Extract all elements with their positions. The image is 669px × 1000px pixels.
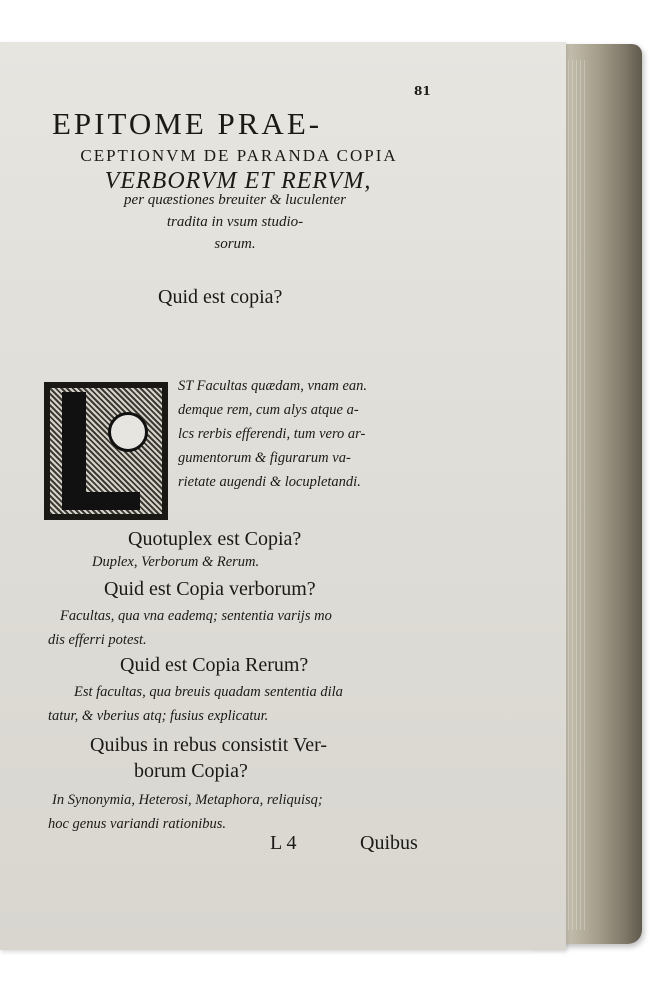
- answer-4-line-2: tatur, & vberius atq; fusius explicatur.: [48, 708, 269, 724]
- question-4: Quid est Copia Rerum?: [120, 654, 309, 676]
- answer-1-line-5: rietate augendi & locupletandi.: [178, 474, 361, 490]
- intro-line-3: sorum.: [214, 236, 256, 252]
- page-number: 81: [414, 84, 431, 98]
- page-subtitle-italic: VERBORVM ET RERVM,: [104, 168, 372, 194]
- answer-1-line-2: demque rem, cum alys atque a-: [178, 402, 359, 418]
- signature-mark: L 4: [270, 832, 297, 854]
- answer-1-line-1: ST Facultas quædam, vnam ean.: [178, 378, 368, 394]
- intro-line-2: tradita in vsum studio-: [166, 214, 304, 230]
- answer-1-line-3: lcs rerbis efferendi, tum vero ar-: [178, 426, 366, 442]
- book-page: [0, 42, 566, 950]
- woodcut-letter-e: [62, 392, 86, 510]
- answer-1-line-4: gumentorum & figurarum va-: [178, 450, 351, 466]
- question-1: Quid est copia?: [158, 286, 283, 308]
- question-2: Quotuplex est Copia?: [128, 528, 302, 550]
- question-3: Quid est Copia verborum?: [104, 578, 316, 600]
- answer-4-line-1: Est facultas, qua breuis quadam sententia dila: [74, 684, 343, 700]
- answer-2: Duplex, Verborum & Rerum.: [92, 554, 260, 570]
- answer-3-line-1: Facultas, qua vna eademq; sententia varijs mo: [60, 608, 332, 624]
- question-5-line-1: Quibus in rebus consistit Ver-: [90, 734, 327, 756]
- answer-3-line-2: dis efferri potest.: [48, 632, 147, 648]
- answer-5-line-1: In Synonymia, Heterosi, Metaphora, reliquisq;: [52, 792, 323, 808]
- intro-line-1: per quæstiones breuiter & luculenter: [124, 192, 346, 208]
- catchword: Quibus: [360, 832, 418, 854]
- answer-5-line-2: hoc genus variandi rationibus.: [48, 816, 227, 832]
- question-5-line-2: borum Copia?: [134, 760, 248, 782]
- woodcut-face-icon: [108, 412, 148, 452]
- woodcut-initial: [44, 382, 168, 520]
- page-subtitle: CEPTIONVM DE PARANDA COPIA: [80, 146, 398, 165]
- page-title: EPITOME PRAE-: [52, 106, 323, 141]
